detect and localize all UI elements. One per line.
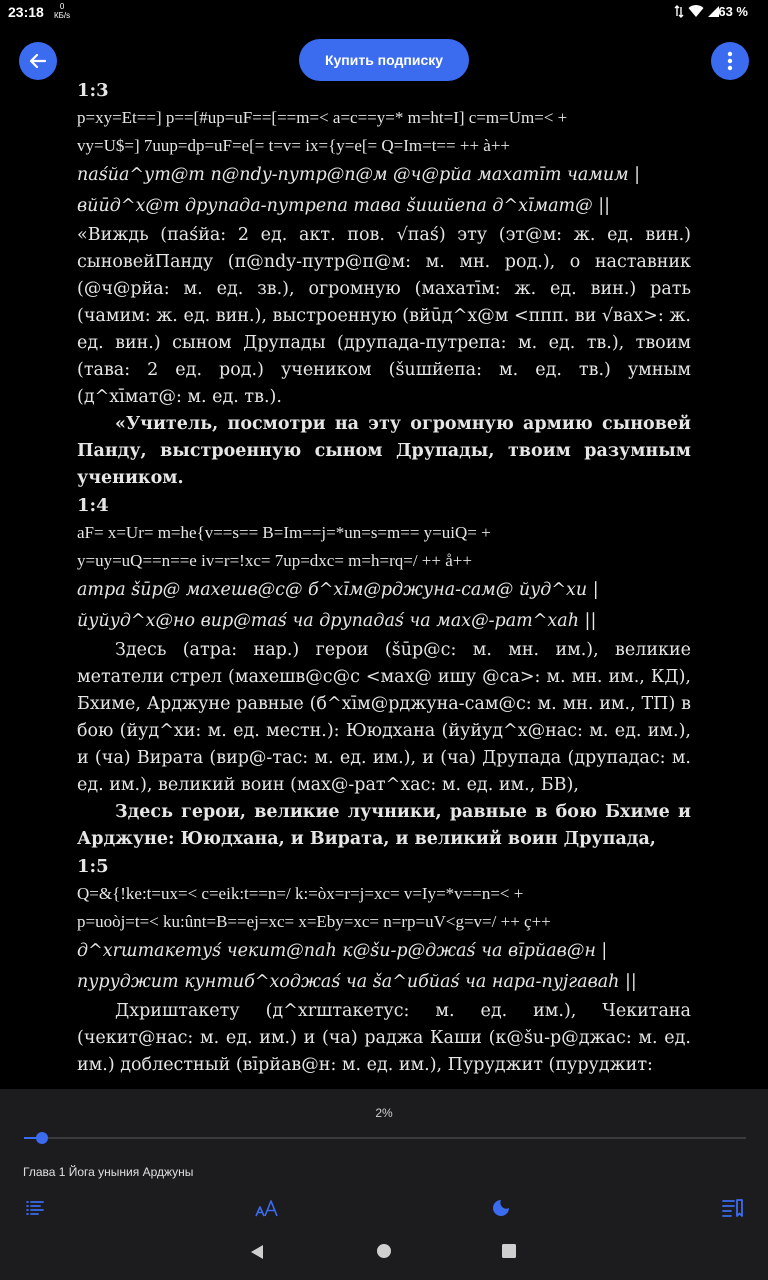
- more-vertical-icon: [727, 51, 733, 71]
- home-circle-icon[interactable]: [376, 1243, 392, 1259]
- transliteration-line: д^xrштакетуś чекит@паh к@šu-р@джаś ча вīрйав@н |: [77, 941, 608, 961]
- sanskrit-encoded-line: vy=U$=] 7uup=dp=uF=e[= t=v= ix={y=e[= Q=Im=t== ++ à++: [77, 136, 511, 155]
- network-speed: [54, 2, 70, 20]
- connectivity-icons: [674, 4, 720, 18]
- transliteration-line: пуруджит кунтиб^xоджаś ча šа^uбйаś ча нара-пуjгаваh ||: [77, 972, 637, 992]
- data-transfer-icon: [674, 5, 684, 18]
- word-by-word-translation: Дхриштакету (д^xrштакетус: м. ед. им.), Чекитана (чекит@нас: м. ед. им.) и (ча) раджа Каши (к@šu-р@джас: м. ед. им.) доблестный (вīрйав@н: м. ед. им.), Пуруджит (пуруджит:: [77, 1001, 691, 1075]
- verse-number: 1:4: [77, 495, 109, 516]
- verse-translation: Здесь герои, великие лучники, равные в бою Бхиме и Арджуне: Ююдхана, и Вирата, и великий воин Друпада,: [77, 802, 691, 849]
- transliteration-line: паśйа^ут@т п@ndy-путр@п@м @ч@рйа махатīт чамим |: [77, 165, 641, 185]
- wifi-icon: [688, 5, 704, 18]
- night-mode-button[interactable]: [487, 1197, 515, 1219]
- status-bar: [0, 0, 768, 26]
- network-speed-value: 0: [59, 2, 65, 11]
- network-speed-unit: КБ/s: [54, 11, 71, 20]
- verse-translation: «Учитель, посмотри на эту огромную армию сыновей Панду, выстроенную сыном Друпады, твоим разумным учеником.: [77, 414, 691, 488]
- transliteration-line: йуйуд^x@но вир@таś ча друпадаś ча мах@-рат^xаh ||: [77, 611, 597, 631]
- book-text: [77, 77, 691, 1089]
- back-button[interactable]: [19, 42, 57, 80]
- chapter-title[interactable]: Глава 1 Йога уныния Арджуны: [23, 1165, 194, 1179]
- system-navigation-bar: [0, 1232, 768, 1280]
- battery-level: 63 %: [718, 4, 748, 19]
- recents-square-icon[interactable]: [502, 1244, 516, 1258]
- word-by-word-translation: «Виждь (паśйа: 2 ед. акт. пов. √паś) эту (эт@м: ж. ед. вин.) сыновейПанду (п@ndy-путр@п@м: м. мн. род.), о наставник (@ч@рйа: м. ед. зв.), огромную (махатīм: ж. ед. вин.) рать (чамим: ж. ед. вин.), выстроенную (вйūд^x@м <ппп. ви √вах>: ж. ед. вин.) сыном Друпады (друпада-путрепа: м. ед. тв.), твоим (тава: 2 ед. род.) учеником (šuшйепа: м. ед. тв.) умным (д^xīмат@: м. ед. тв.).: [77, 225, 691, 407]
- progress-track[interactable]: [24, 1137, 746, 1139]
- night-mode-icon: [492, 1199, 510, 1217]
- clock: 23:18: [8, 4, 44, 20]
- verse-number: 1:3: [77, 80, 109, 101]
- transliteration-line: атра šūр@ махешв@с@ б^xīм@рджуна-сам@ йуд^xи |: [77, 580, 599, 600]
- bookmarks-list-icon: [721, 1198, 745, 1218]
- verse-number: 1:5: [77, 856, 109, 877]
- word-by-word-translation: Здесь (атра: нар.) герои (šūр@с: м. мн. им.), великие метатели стрел (махешв@с@с <мах@ ишу @са>: м. мн. им., КД), Бхиме, Арджуне равные (б^xīм@рджуна-сам@с: м. мн. им., ТП) в бою (йуд^xи: м. ед. местн.): Ююдхана (йуйуд^x@нас: м. ед. им.), и (ча) Вирата (вир@-тас: м. ед. им.), и (ча) Друпада (друпадас: м. ед. им.), великий воин (мах@-рат^xас: м. ед. им., БВ),: [77, 640, 691, 795]
- table-of-contents-button[interactable]: [21, 1197, 49, 1219]
- reader-controls-panel: [0, 1089, 768, 1280]
- back-triangle-icon[interactable]: [250, 1244, 264, 1260]
- progress-slider-thumb[interactable]: [36, 1132, 48, 1144]
- font-size-button[interactable]: [253, 1197, 281, 1219]
- sanskrit-encoded-line: y=uy=uQ==n==e iv=r=!xc= 7up=dxc= m=h=rq=/ ++ å++: [77, 551, 472, 570]
- bookmarks-list-button[interactable]: [719, 1197, 747, 1219]
- sanskrit-encoded-line: p=uoòj=t=< ku:ûnt=B==ej=xc= x=Eby=xc= n=rp=uV<g=v=/ ++ ç++: [77, 912, 551, 931]
- sanskrit-encoded-line: Q=&{!ke:t=ux=< c=eik:t==n=/ k:=òx=r=j=xc= v=Iy=*v==n=< +: [77, 884, 524, 903]
- sanskrit-encoded-line: p=xy=Et==] p==[#up=uF==[==m=< a=c==y=* m=ht=I] c=m=Um=< +: [77, 108, 568, 127]
- arrow-left-icon: [28, 51, 48, 71]
- font-size-icon: [255, 1199, 279, 1217]
- progress-percent: 2%: [375, 1106, 393, 1120]
- more-menu-button[interactable]: [711, 42, 749, 80]
- table-of-contents-icon: [25, 1200, 45, 1216]
- sanskrit-encoded-line: aF= x=Ur= m=he{v==s== B=Im==j=*un=s=m== y=uiQ= +: [77, 523, 491, 542]
- transliteration-line: вйūд^x@т друпада-путрепа тава šuшйепа д^xīмат@ ||: [77, 196, 610, 216]
- buy-subscription-button[interactable]: Купить подписку: [299, 39, 469, 81]
